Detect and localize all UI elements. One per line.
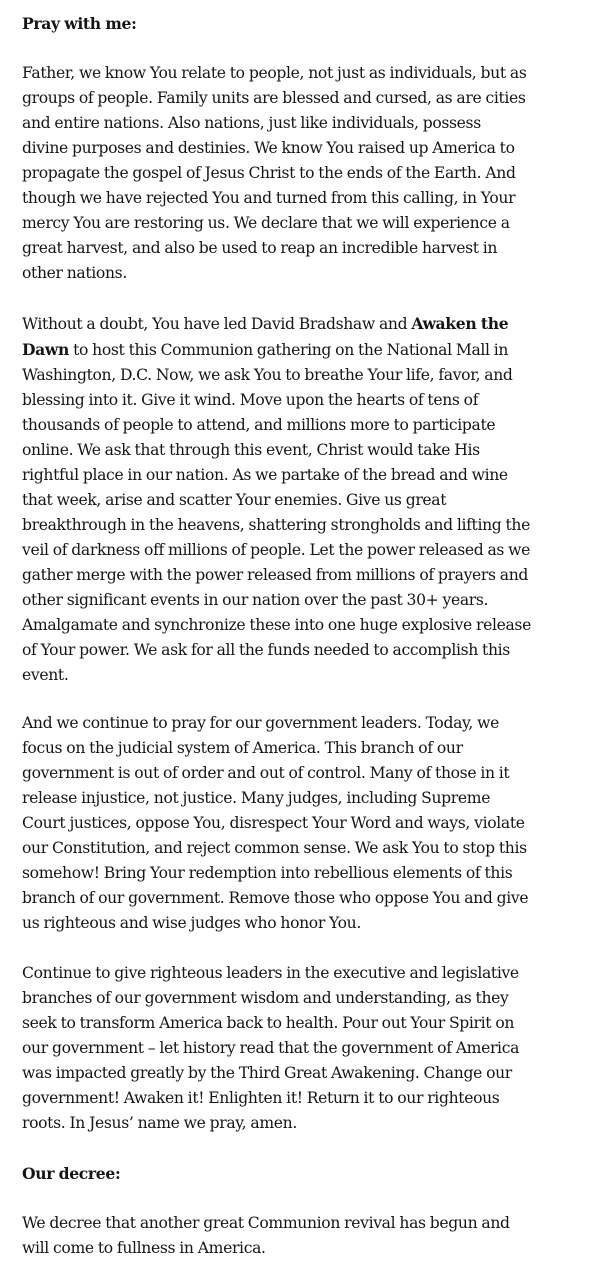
paragraph-text: Without a doubt, You have led David Bradshaw and <box>22 315 412 333</box>
paragraph-line: other significant events in our nation over the past 30+ years. <box>22 591 489 609</box>
paragraph-line: us righteous and wise judges who honor You. <box>22 914 361 932</box>
paragraph-line: Father, we know You relate to people, not just as individuals, but as <box>22 64 527 82</box>
paragraph-line: our Constitution, and reject common sense. We ask You to stop this <box>22 839 527 857</box>
paragraph-line: that week, arise and scatter Your enemies. Give us great <box>22 491 447 509</box>
paragraph-line: rightful place in our nation. As we partake of the bread and wine <box>22 466 508 484</box>
paragraph-line: Continue to give righteous leaders in the executive and legislative <box>22 964 519 982</box>
paragraph-line: branch of our government. Remove those who oppose You and give <box>22 889 529 907</box>
organization-name-bold: Awaken the <box>411 314 509 333</box>
paragraph-line: blessing into it. Give it wind. Move upon the hearts of tens of <box>22 391 479 409</box>
paragraph-communion-gathering <box>22 311 582 688</box>
paragraph-line: somehow! Bring Your redemption into rebellious elements of this <box>22 864 513 882</box>
paragraph-line: focus on the judicial system of America. This branch of our <box>22 739 463 757</box>
paragraph-line: propagate the gospel of Jesus Christ to the ends of the Earth. And <box>22 164 516 182</box>
paragraph-line: roots. In Jesus’ name we pray, amen. <box>22 1114 297 1132</box>
paragraph-line: event. <box>22 666 69 684</box>
paragraph-line <box>22 311 582 337</box>
paragraph-line: seek to transform America back to health. Pour out Your Spirit on <box>22 1014 515 1032</box>
paragraph-line <box>22 337 582 363</box>
heading-our-decree: Our decree: <box>22 1164 121 1183</box>
paragraph-prayer-intro <box>22 61 582 286</box>
paragraph-line: government is out of order and out of control. Many of those in it <box>22 764 510 782</box>
paragraph-line: mercy You are restoring us. We declare that we will experience a <box>22 214 510 232</box>
organization-name-bold: Dawn <box>22 340 69 359</box>
paragraph-government-leaders <box>22 961 582 1136</box>
paragraph-line: though we have rejected You and turned from this calling, in Your <box>22 189 516 207</box>
paragraph-line: branches of our government wisdom and understanding, as they <box>22 989 509 1007</box>
paragraph-line: veil of darkness off millions of people. Let the power released as we <box>22 541 531 559</box>
paragraph-line: thousands of people to attend, and millions more to participate <box>22 416 496 434</box>
paragraph-line: and entire nations. Also nations, just like individuals, possess <box>22 114 481 132</box>
heading-pray-with-me: Pray with me: <box>22 14 137 33</box>
paragraph-line: will come to fullness in America. <box>22 1239 266 1257</box>
paragraph-line: Washington, D.C. Now, we ask You to breathe Your life, favor, and <box>22 366 513 384</box>
paragraph-line: groups of people. Family units are blessed and cursed, as are cities <box>22 89 526 107</box>
paragraph-line: We decree that another great Communion revival has begun and <box>22 1214 510 1232</box>
paragraph-line: Amalgamate and synchronize these into one huge explosive release <box>22 616 531 634</box>
paragraph-line: other nations. <box>22 264 127 282</box>
paragraph-line: release injustice, not justice. Many judges, including Supreme <box>22 789 491 807</box>
paragraph-line: breakthrough in the heavens, shattering strongholds and lifting the <box>22 516 531 534</box>
paragraph-line: our government – let history read that the government of America <box>22 1039 520 1057</box>
paragraph-line: divine purposes and destinies. We know You raised up America to <box>22 139 515 157</box>
paragraph-line: great harvest, and also be used to reap an incredible harvest in <box>22 239 498 257</box>
paragraph-text: to host this Communion gathering on the National Mall in <box>69 341 509 359</box>
paragraph-line: was impacted greatly by the Third Great Awakening. Change our <box>22 1064 512 1082</box>
paragraph-line: online. We ask that through this event, Christ would take His <box>22 441 480 459</box>
paragraph-decree <box>22 1211 582 1261</box>
paragraph-line: gather merge with the power released from millions of prayers and <box>22 566 529 584</box>
paragraph-line: of Your power. We ask for all the funds needed to accomplish this <box>22 641 510 659</box>
paragraph-line: government! Awaken it! Enlighten it! Return it to our righteous <box>22 1089 500 1107</box>
paragraph-line: Court justices, oppose You, disrespect Your Word and ways, violate <box>22 814 525 832</box>
paragraph-judicial-system <box>22 711 582 936</box>
paragraph-line: And we continue to pray for our government leaders. Today, we <box>22 714 500 732</box>
